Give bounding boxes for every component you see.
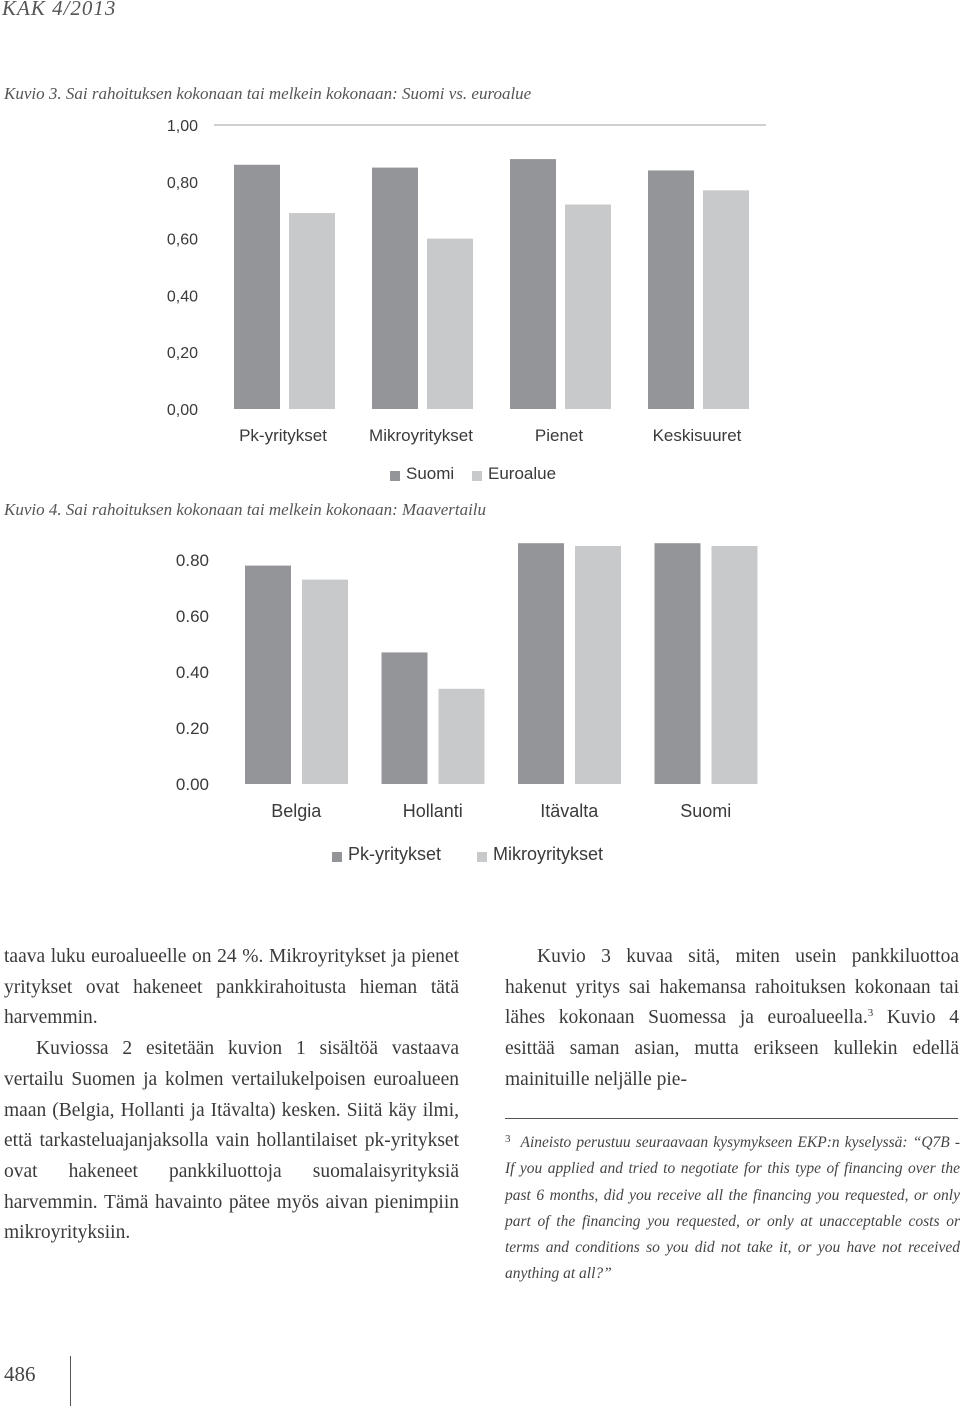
footnote-mark: 3 xyxy=(505,1133,511,1145)
right-paragraph-text-b: Kuvio 4 esittää saman asian, mutta erikseen kullekin edellä mainituille neljälle pie- xyxy=(505,1007,959,1090)
bar-1 xyxy=(648,170,694,409)
figure-3-chart xyxy=(0,108,960,498)
page-number: 486 xyxy=(4,1362,36,1386)
bar-1 xyxy=(372,168,418,409)
bar-1 xyxy=(234,165,280,409)
right-paragraph-1 xyxy=(505,942,959,1096)
legend-label: Suomi xyxy=(406,464,455,483)
category-label: Pienet xyxy=(534,426,584,445)
legend-label: Mikroyritykset xyxy=(493,844,604,864)
bar-2 xyxy=(575,546,621,784)
category-label: Suomi xyxy=(680,801,732,821)
left-text-column xyxy=(4,942,459,1249)
category-label: Hollanti xyxy=(402,801,463,821)
bar-1 xyxy=(510,159,556,409)
y-tick-label: 0.40 xyxy=(175,663,209,682)
bar-2 xyxy=(703,190,749,409)
right-paragraph-text-a: Kuvio 3 kuvaa sitä, miten usein pankkiluottoa hakenut yritys sai hakemansa rahoituksen kokonaan tai lähes kokonaan Suomessa ja euroalueella. xyxy=(505,946,959,1029)
page-number-divider xyxy=(70,1356,71,1406)
y-tick-label: 0.20 xyxy=(175,719,209,738)
bar-2 xyxy=(289,213,335,409)
bar-1 xyxy=(382,652,428,784)
figure-4-chart xyxy=(0,528,960,873)
bar-2 xyxy=(565,205,611,409)
footnote xyxy=(505,1126,960,1288)
category-label: Pk-yritykset xyxy=(239,426,327,445)
footnote-reference: 3 xyxy=(867,1007,874,1020)
bar-1 xyxy=(245,566,291,784)
legend-swatch xyxy=(332,852,342,862)
left-paragraph-1: taava luku euroalueelle on 24 %. Mikroyritykset ja pienet yritykset ovat hakeneet pankkirahoitusta hieman tätä harvemmin. xyxy=(4,946,459,1029)
y-tick-label: 0.80 xyxy=(175,551,209,570)
bar-1 xyxy=(518,543,564,784)
journal-header: KAK 4/2013 xyxy=(2,0,117,20)
legend-label: Euroalue xyxy=(488,464,557,483)
y-tick-label: 0,80 xyxy=(166,174,198,192)
legend-swatch xyxy=(477,852,487,862)
legend-swatch xyxy=(390,471,400,481)
bar-2 xyxy=(302,580,348,784)
y-tick-label: 0,60 xyxy=(166,231,198,249)
legend-swatch xyxy=(472,471,482,481)
footnote-divider xyxy=(505,1118,958,1119)
y-tick-label: 0,00 xyxy=(166,402,198,419)
footnote-text: Aineisto perustuu seuraavaan kysymykseen EKP:n kyselyssä: “Q7B - If you applied and tried to negotiate for this type of financing over the past 6 months, did you receive all the financing you requested, or only part of the financing you requested, or only at unacceptable costs or terms and conditions so you did not take it, or you have not received anything at all?” xyxy=(505,1134,960,1283)
left-paragraph-2: Kuviossa 2 esitetään kuvion 1 sisältöä vastaava vertailu Suomen ja kolmen vertailukelpoisen euroalueen maan (Belgia, Hollanti ja Itävalta) kesken. Siitä käy ilmi, että tarkasteluajanjaksolla vain hollantilaiset pk-yritykset ovat hakeneet pankkiluottoja suomalaisyrityksiä harvemmin. Tämä havainto pätee myös aivan pienimpiin mikroyrityksiin. xyxy=(4,1038,459,1244)
legend-label: Pk-yritykset xyxy=(348,844,442,864)
figure-3-caption: Kuvio 3. Sai rahoituksen kokonaan tai melkein kokonaan: Suomi vs. euroalue xyxy=(4,84,532,103)
bar-2 xyxy=(439,689,485,784)
bar-2 xyxy=(427,239,473,409)
y-tick-label: 0,40 xyxy=(166,288,198,306)
figure-4-caption: Kuvio 4. Sai rahoituksen kokonaan tai melkein kokonaan: Maavertailu xyxy=(4,500,487,519)
bar-2 xyxy=(712,546,758,784)
y-tick-label: 0,20 xyxy=(166,345,198,363)
category-label: Itävalta xyxy=(540,801,599,821)
y-tick-label: 0.60 xyxy=(175,607,209,626)
category-label: Belgia xyxy=(271,801,322,821)
right-text-column xyxy=(505,942,959,1096)
y-tick-label: 1,00 xyxy=(166,118,198,135)
category-label: Mikroyritykset xyxy=(369,426,473,445)
y-tick-label: 0.00 xyxy=(175,775,209,794)
category-label: Keskisuuret xyxy=(652,426,742,445)
bar-1 xyxy=(655,543,701,784)
